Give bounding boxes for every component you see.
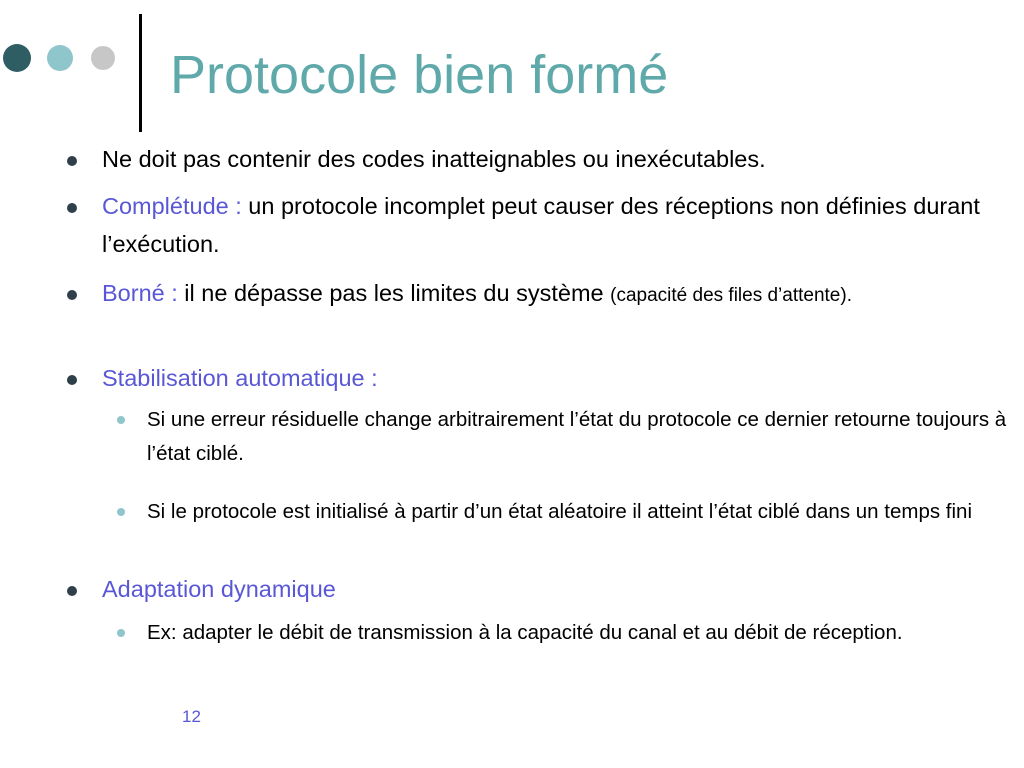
sub-bullet-text: Ex: adapter le débit de transmission à la capacité du canal et au débit de réception. (147, 621, 903, 644)
sub-bullet-item (147, 495, 1007, 529)
title-divider (139, 14, 142, 132)
sub-bullet-dot-icon (117, 629, 125, 637)
sub-bullet-item (147, 616, 1007, 650)
bullet-label: Stabilisation automatique : (102, 365, 378, 391)
bullet-dot-icon (67, 586, 77, 596)
sub-bullet-text: Si une erreur résiduelle change arbitrairement l’état du protocole ce dernier retourne toujours à l’état ciblé. (147, 408, 1007, 465)
slide-title: Protocole bien formé (170, 45, 669, 105)
bullet-label: Complétude : (102, 193, 242, 219)
decorative-dot-dark (3, 44, 31, 72)
decorative-dot-light (47, 45, 73, 71)
bullet-text: un protocole incomplet peut causer des réceptions non définies durant l’exécution. (102, 193, 980, 257)
bullet-item (102, 187, 1017, 263)
bullet-dot-icon (67, 203, 77, 213)
bullet-item (102, 274, 1017, 315)
bullet-item (102, 359, 1017, 397)
bullet-dot-icon (67, 290, 77, 300)
bullet-text: il ne dépasse pas les limites du système (177, 280, 611, 306)
sub-bullet-text: Si le protocole est initialisé à partir d’un état aléatoire il atteint l’état ciblé dans un temps fini (147, 500, 973, 523)
bullet-label: Borné : (102, 280, 178, 306)
bullet-text: Ne doit pas contenir des codes inatteignables ou inexécutables. (102, 146, 766, 172)
bullet-note: (capacité des files d’attente). (610, 285, 852, 306)
bullet-dot-icon (67, 156, 77, 166)
bullet-item (102, 140, 1017, 178)
sub-bullet-dot-icon (117, 416, 125, 424)
bullet-dot-icon (67, 375, 77, 385)
page-number: 12 (182, 707, 201, 726)
sub-bullet-item (147, 403, 1007, 471)
bullet-label: Adaptation dynamique (102, 576, 336, 602)
sub-bullet-dot-icon (117, 508, 125, 516)
decorative-dot-gray (91, 46, 115, 70)
bullet-item (102, 570, 1017, 608)
